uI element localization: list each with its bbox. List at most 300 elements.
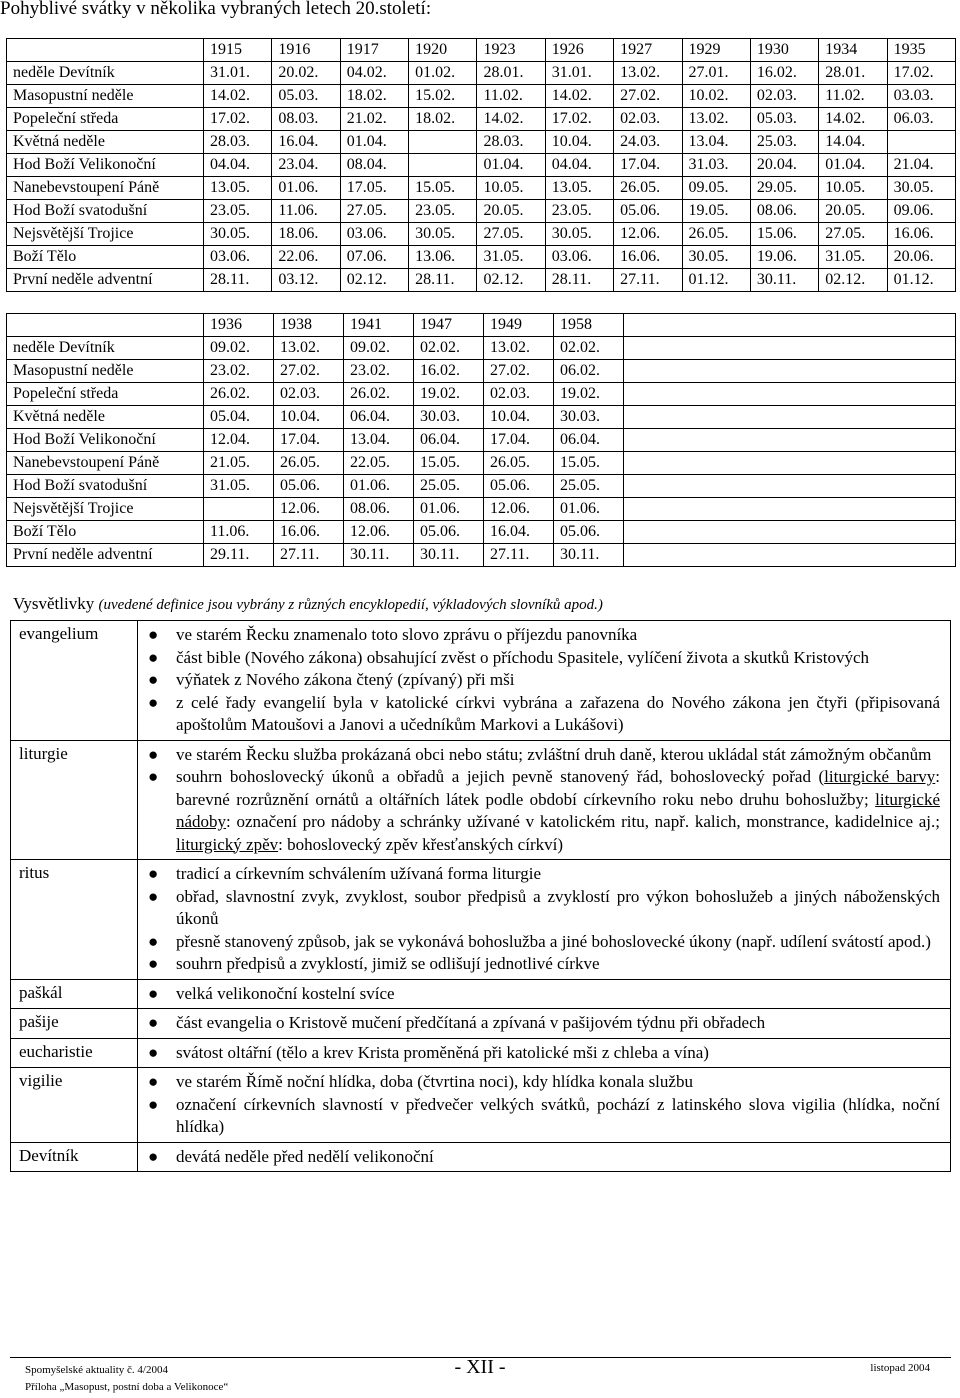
date-cell: 03.12. <box>272 269 340 292</box>
feast-name: Popeleční středa <box>7 383 204 406</box>
definition-text: část bible (Nového zákona) obsahující zvěst o příchodu Spasitele, vylíčení života a skutků Kristových <box>176 647 870 667</box>
date-cell: 09.02. <box>204 337 274 360</box>
year-header: 1923 <box>477 39 545 62</box>
feast-name: Květná neděle <box>7 406 204 429</box>
date-cell: 05.06. <box>614 200 682 223</box>
date-cell: 01.06. <box>414 498 484 521</box>
date-cell: 28.01. <box>819 62 887 85</box>
definition-row <box>11 1038 951 1068</box>
date-cell: 14.02. <box>204 85 272 108</box>
date-cell: 06.03. <box>887 108 955 131</box>
definition-text: ve starém Řecku služba prokázaná obci nebo státu; zvláštní druh daně, kterou ukládal stát zámožným občanům <box>176 744 932 764</box>
bullet-icon: ● <box>148 767 159 786</box>
date-cell: 09.06. <box>887 200 955 223</box>
table-row <box>7 108 956 131</box>
empty-cell <box>624 475 956 498</box>
date-cell: 27.05. <box>340 200 408 223</box>
date-cell: 30.05. <box>204 223 272 246</box>
definition-description <box>138 1068 951 1143</box>
year-header-row <box>7 314 956 337</box>
date-cell: 14.02. <box>477 108 545 131</box>
table-row <box>7 223 956 246</box>
definition-row <box>11 1009 951 1039</box>
date-cell: 27.11. <box>274 544 344 567</box>
table-row <box>7 429 956 452</box>
definition-item <box>146 953 940 976</box>
date-cell: 15.05. <box>414 452 484 475</box>
date-cell: 30.11. <box>414 544 484 567</box>
date-cell: 17.02. <box>204 108 272 131</box>
date-cell: 20.02. <box>272 62 340 85</box>
feast-name: Boží Tělo <box>7 246 204 269</box>
bullet-icon: ● <box>148 1042 159 1062</box>
date-cell: 17.02. <box>545 108 613 131</box>
year-header-row <box>7 39 956 62</box>
definition-item <box>146 983 940 1006</box>
date-cell: 16.02. <box>750 62 818 85</box>
date-cell: 14.02. <box>545 85 613 108</box>
year-header: 1935 <box>887 39 955 62</box>
definition-term: ritus <box>11 860 138 980</box>
date-cell: 02.03. <box>274 383 344 406</box>
table-row <box>7 383 956 406</box>
definition-row <box>11 621 951 741</box>
feast-name: Masopustní neděle <box>7 360 204 383</box>
definition-description <box>138 979 951 1009</box>
definition-term: evangelium <box>11 621 138 741</box>
date-cell: 23.02. <box>344 360 414 383</box>
table-row <box>7 62 956 85</box>
date-cell: 13.02. <box>614 62 682 85</box>
legend-note: (uvedené definice jsou vybrány z různých encyklopedií, výkladových slovníků apod.) <box>98 597 603 613</box>
date-cell: 10.05. <box>477 177 545 200</box>
page-number: - XII - <box>454 1356 506 1378</box>
date-cell: 01.04. <box>819 154 887 177</box>
date-cell: 25.03. <box>750 131 818 154</box>
empty-cell <box>624 521 956 544</box>
feast-name: Nanebevstoupení Páně <box>7 452 204 475</box>
underlined-term: liturgický zpěv <box>176 834 279 854</box>
date-cell: 05.06. <box>414 521 484 544</box>
date-cell: 31.03. <box>682 154 750 177</box>
date-cell: 26.05. <box>484 452 554 475</box>
date-cell: 23.04. <box>272 154 340 177</box>
date-cell <box>887 131 955 154</box>
date-cell: 03.06. <box>545 246 613 269</box>
empty-cell <box>624 544 956 567</box>
header-corner <box>7 314 204 337</box>
feast-name: neděle Devítník <box>7 337 204 360</box>
feast-name: Hod Boží svatodušní <box>7 475 204 498</box>
date-cell <box>409 131 477 154</box>
date-cell: 17.04. <box>484 429 554 452</box>
definition-list <box>146 983 940 1006</box>
date-cell: 17.05. <box>340 177 408 200</box>
date-cell: 27.02. <box>484 360 554 383</box>
feast-name: Nanebevstoupení Páně <box>7 177 204 200</box>
legend-heading <box>13 594 603 614</box>
date-cell: 31.05. <box>204 475 274 498</box>
definition-item <box>146 863 940 886</box>
table-row <box>7 177 956 200</box>
date-cell: 06.04. <box>414 429 484 452</box>
definition-text: tradicí a církevním schválením užívaná forma liturgie <box>176 864 542 883</box>
date-cell: 27.05. <box>819 223 887 246</box>
date-cell: 19.05. <box>682 200 750 223</box>
date-cell: 27.02. <box>614 85 682 108</box>
empty-cell <box>624 337 956 360</box>
year-header: 1958 <box>554 314 624 337</box>
empty-cell <box>624 314 956 337</box>
feast-name: Hod Boží Velikonoční <box>7 154 204 177</box>
date-cell: 27.11. <box>614 269 682 292</box>
definition-description <box>138 740 951 860</box>
date-cell: 01.04. <box>340 131 408 154</box>
date-cell: 19.06. <box>750 246 818 269</box>
date-cell: 30.11. <box>554 544 624 567</box>
date-cell: 16.02. <box>414 360 484 383</box>
table-row <box>7 269 956 292</box>
date-cell: 11.02. <box>819 85 887 108</box>
date-cell: 02.12. <box>340 269 408 292</box>
date-cell: 26.05. <box>614 177 682 200</box>
year-header: 1938 <box>274 314 344 337</box>
date-cell: 13.02. <box>484 337 554 360</box>
date-cell: 30.05. <box>887 177 955 200</box>
date-cell: 02.03. <box>614 108 682 131</box>
definition-item <box>146 886 940 931</box>
date-cell: 26.05. <box>682 223 750 246</box>
date-cell: 11.06. <box>204 521 274 544</box>
definition-text: část evangelia o Kristově mučení předčítaná a zpívaná v pašijovém týdnu při obřadech <box>176 1013 766 1032</box>
definition-item <box>146 1071 940 1094</box>
date-cell: 31.01. <box>204 62 272 85</box>
date-cell: 30.03. <box>554 406 624 429</box>
feast-name: Nejsvětější Trojice <box>7 498 204 521</box>
date-cell: 28.03. <box>477 131 545 154</box>
feasts-table-2 <box>6 313 956 567</box>
legend-title: Vysvětlivky <box>13 594 95 613</box>
date-cell: 20.05. <box>477 200 545 223</box>
date-cell: 14.04. <box>819 131 887 154</box>
date-cell: 17.04. <box>274 429 344 452</box>
date-cell: 18.06. <box>272 223 340 246</box>
underlined-term: liturgické barvy <box>824 767 936 786</box>
footer-supplement: Příloha „Masopust, postní doba a Velikonoce“ <box>25 1381 229 1393</box>
date-cell: 01.06. <box>272 177 340 200</box>
bullet-icon: ● <box>148 1072 159 1091</box>
date-cell: 15.05. <box>554 452 624 475</box>
date-cell: 28.11. <box>409 269 477 292</box>
date-cell: 13.02. <box>274 337 344 360</box>
definition-text: ve starém Římě noční hlídka, doba (čtvrtina noci), kdy hlídka konala službu <box>176 1072 693 1091</box>
definition-item <box>146 931 940 954</box>
feast-name: První neděle adventní <box>7 544 204 567</box>
date-cell: 13.04. <box>682 131 750 154</box>
definition-item <box>146 766 940 856</box>
year-header: 1927 <box>614 39 682 62</box>
date-cell: 10.05. <box>819 177 887 200</box>
date-cell: 16.04. <box>484 521 554 544</box>
definition-row <box>11 979 951 1009</box>
underlined-term: liturgické nádoby <box>176 789 940 831</box>
date-cell: 29.05. <box>750 177 818 200</box>
date-cell: 08.06. <box>344 498 414 521</box>
bullet-icon: ● <box>148 1146 159 1166</box>
feast-name: Květná neděle <box>7 131 204 154</box>
bullet-icon: ● <box>148 931 159 951</box>
feast-name: Hod Boží Velikonoční <box>7 429 204 452</box>
date-cell: 16.06. <box>274 521 344 544</box>
date-cell: 14.02. <box>819 108 887 131</box>
definition-item <box>146 1094 940 1139</box>
definition-item <box>146 1042 940 1065</box>
date-cell: 03.06. <box>340 223 408 246</box>
definition-text: výňatek z Nového zákona čtený (zpívaný) při mši <box>176 670 515 689</box>
feast-name: Popeleční středa <box>7 108 204 131</box>
year-header: 1917 <box>340 39 408 62</box>
table-row <box>7 131 956 154</box>
date-cell: 04.04. <box>204 154 272 177</box>
date-cell: 23.05. <box>409 200 477 223</box>
date-cell: 10.02. <box>682 85 750 108</box>
date-cell: 22.06. <box>272 246 340 269</box>
definition-text: devátá neděle před nedělí velikonoční <box>176 1146 434 1166</box>
date-cell: 02.02. <box>414 337 484 360</box>
definition-row <box>11 1068 951 1143</box>
bullet-icon: ● <box>148 1094 159 1114</box>
date-cell: 11.06. <box>272 200 340 223</box>
date-cell: 28.01. <box>477 62 545 85</box>
definition-description <box>138 1009 951 1039</box>
definition-text: označení církevních slavností v předvečer velkých svátků, pochází z latinského slova vigilia (hlídka, noční hlídka) <box>176 1094 940 1136</box>
feast-name: První neděle adventní <box>7 269 204 292</box>
date-cell: 15.06. <box>750 223 818 246</box>
date-cell: 16.04. <box>272 131 340 154</box>
definition-term: pašije <box>11 1009 138 1039</box>
date-cell: 13.06. <box>409 246 477 269</box>
empty-cell <box>624 383 956 406</box>
definition-list <box>146 1146 940 1169</box>
year-header: 1916 <box>272 39 340 62</box>
year-header: 1915 <box>204 39 272 62</box>
date-cell: 12.06. <box>274 498 344 521</box>
definition-term: liturgie <box>11 740 138 860</box>
definition-term: vigilie <box>11 1068 138 1143</box>
date-cell: 11.02. <box>477 85 545 108</box>
table-row <box>7 200 956 223</box>
date-cell: 01.06. <box>344 475 414 498</box>
definition-list <box>146 1042 940 1065</box>
date-cell: 03.03. <box>887 85 955 108</box>
definition-item <box>146 624 940 647</box>
definition-item <box>146 647 940 670</box>
date-cell: 26.05. <box>274 452 344 475</box>
date-cell: 08.06. <box>750 200 818 223</box>
bullet-icon: ● <box>148 647 159 667</box>
definition-item <box>146 744 940 767</box>
definition-description <box>138 1142 951 1172</box>
date-cell: 16.06. <box>887 223 955 246</box>
date-cell: 06.02. <box>554 360 624 383</box>
date-cell: 27.05. <box>477 223 545 246</box>
definition-term: paškál <box>11 979 138 1009</box>
date-cell: 08.03. <box>272 108 340 131</box>
date-cell: 05.06. <box>554 521 624 544</box>
definition-row <box>11 1142 951 1172</box>
table-row <box>7 521 956 544</box>
definition-item <box>146 1012 940 1035</box>
table-row <box>7 544 956 567</box>
date-cell: 04.02. <box>340 62 408 85</box>
date-cell: 03.06. <box>204 246 272 269</box>
date-cell: 18.02. <box>409 108 477 131</box>
definition-text: obřad, slavnostní zvyk, zvyklost, soubor předpisů a zvyklostí pro výkon bohoslužeb a jiných náboženských úkonů <box>176 886 940 928</box>
date-cell: 10.04. <box>545 131 613 154</box>
date-cell: 31.05. <box>477 246 545 269</box>
date-cell: 20.05. <box>819 200 887 223</box>
definition-list <box>146 1012 940 1035</box>
date-cell: 27.01. <box>682 62 750 85</box>
date-cell: 22.05. <box>344 452 414 475</box>
definition-text: přesně stanovený způsob, jak se vykonává bohoslužba a jiné bohoslovecké úkony (např. udílení svátostí apod.) <box>176 931 931 951</box>
date-cell: 09.05. <box>682 177 750 200</box>
date-cell: 05.03. <box>750 108 818 131</box>
empty-cell <box>624 429 956 452</box>
bullet-icon: ● <box>148 1013 159 1032</box>
date-cell: 25.05. <box>414 475 484 498</box>
definition-text: souhrn předpisů a zvyklostí, jimiž se odlišují jednotlivé církve <box>176 954 600 973</box>
date-cell: 20.04. <box>750 154 818 177</box>
definition-item <box>146 669 940 692</box>
bullet-icon: ● <box>148 670 159 689</box>
date-cell: 26.02. <box>204 383 274 406</box>
date-cell: 24.03. <box>614 131 682 154</box>
definition-text: velká velikonoční kostelní svíce <box>176 983 395 1003</box>
date-cell: 08.04. <box>340 154 408 177</box>
feast-name: neděle Devítník <box>7 62 204 85</box>
empty-cell <box>624 360 956 383</box>
year-header: 1920 <box>409 39 477 62</box>
bullet-icon: ● <box>148 692 159 712</box>
date-cell: 05.04. <box>204 406 274 429</box>
date-cell: 01.02. <box>409 62 477 85</box>
date-cell: 21.04. <box>887 154 955 177</box>
date-cell: 28.11. <box>545 269 613 292</box>
year-header: 1934 <box>819 39 887 62</box>
date-cell: 02.12. <box>477 269 545 292</box>
definition-description <box>138 1038 951 1068</box>
date-cell: 04.04. <box>545 154 613 177</box>
feast-name: Boží Tělo <box>7 521 204 544</box>
date-cell: 07.06. <box>340 246 408 269</box>
date-cell: 01.04. <box>477 154 545 177</box>
date-cell: 13.05. <box>204 177 272 200</box>
date-cell: 15.05. <box>409 177 477 200</box>
definition-term: eucharistie <box>11 1038 138 1068</box>
bullet-icon: ● <box>148 954 159 973</box>
date-cell: 06.04. <box>344 406 414 429</box>
date-cell: 12.06. <box>614 223 682 246</box>
feast-name: Hod Boží svatodušní <box>7 200 204 223</box>
date-cell: 21.02. <box>340 108 408 131</box>
date-cell: 21.05. <box>204 452 274 475</box>
date-cell: 30.05. <box>545 223 613 246</box>
definitions-table <box>10 620 951 1172</box>
date-cell: 30.11. <box>344 544 414 567</box>
page-title: Pohyblivé svátky v několika vybraných letech 20.století: <box>0 0 432 19</box>
date-cell: 19.02. <box>554 383 624 406</box>
table-row <box>7 498 956 521</box>
date-cell: 13.02. <box>682 108 750 131</box>
date-cell: 02.12. <box>819 269 887 292</box>
year-header: 1930 <box>750 39 818 62</box>
definition-text: : bohoslovecký zpěv křesťanských církví) <box>278 834 563 854</box>
date-cell: 17.04. <box>614 154 682 177</box>
definition-term: Devítník <box>11 1142 138 1172</box>
definition-description <box>138 621 951 741</box>
date-cell: 23.05. <box>204 200 272 223</box>
date-cell: 18.02. <box>340 85 408 108</box>
date-cell: 30.05. <box>682 246 750 269</box>
date-cell: 31.01. <box>545 62 613 85</box>
date-cell: 10.04. <box>484 406 554 429</box>
date-cell: 27.11. <box>484 544 554 567</box>
date-cell: 02.03. <box>750 85 818 108</box>
date-cell: 05.03. <box>272 85 340 108</box>
definition-text: ve starém Řecku znamenalo toto slovo zprávu o příjezdu panovníka <box>176 625 638 644</box>
date-cell <box>204 498 274 521</box>
empty-cell <box>624 406 956 429</box>
date-cell: 15.02. <box>409 85 477 108</box>
date-cell: 23.05. <box>545 200 613 223</box>
table-row <box>7 360 956 383</box>
definition-row <box>11 860 951 980</box>
definition-list <box>146 744 940 857</box>
footer-date: listopad 2004 <box>870 1362 930 1374</box>
date-cell: 28.11. <box>204 269 272 292</box>
feast-name: Masopustní neděle <box>7 85 204 108</box>
date-cell: 27.02. <box>274 360 344 383</box>
definition-list <box>146 624 940 737</box>
table-row <box>7 475 956 498</box>
year-header: 1947 <box>414 314 484 337</box>
definition-row <box>11 740 951 860</box>
definition-description <box>138 860 951 980</box>
definition-item <box>146 692 940 737</box>
feast-name: Nejsvětější Trojice <box>7 223 204 246</box>
date-cell: 10.04. <box>274 406 344 429</box>
table-row <box>7 85 956 108</box>
table-row <box>7 406 956 429</box>
date-cell: 25.05. <box>554 475 624 498</box>
date-cell: 12.06. <box>484 498 554 521</box>
date-cell: 30.05. <box>409 223 477 246</box>
date-cell: 13.05. <box>545 177 613 200</box>
date-cell: 20.06. <box>887 246 955 269</box>
year-header: 1926 <box>545 39 613 62</box>
definition-text: : barevné rozrůznění ornátů a oltářních látek podle období církevního roku nebo druhu bohoslužby; <box>176 767 941 809</box>
date-cell: 01.12. <box>887 269 955 292</box>
date-cell: 31.05. <box>819 246 887 269</box>
empty-cell <box>624 498 956 521</box>
date-cell: 05.06. <box>274 475 344 498</box>
definition-text: souhrn bohoslovecký úkonů a obřadů a jejich pevně stanovený řád, bohoslovecký pořad ( <box>176 767 825 786</box>
definition-list <box>146 1071 940 1139</box>
date-cell: 12.06. <box>344 521 414 544</box>
date-cell: 29.11. <box>204 544 274 567</box>
year-header: 1949 <box>484 314 554 337</box>
